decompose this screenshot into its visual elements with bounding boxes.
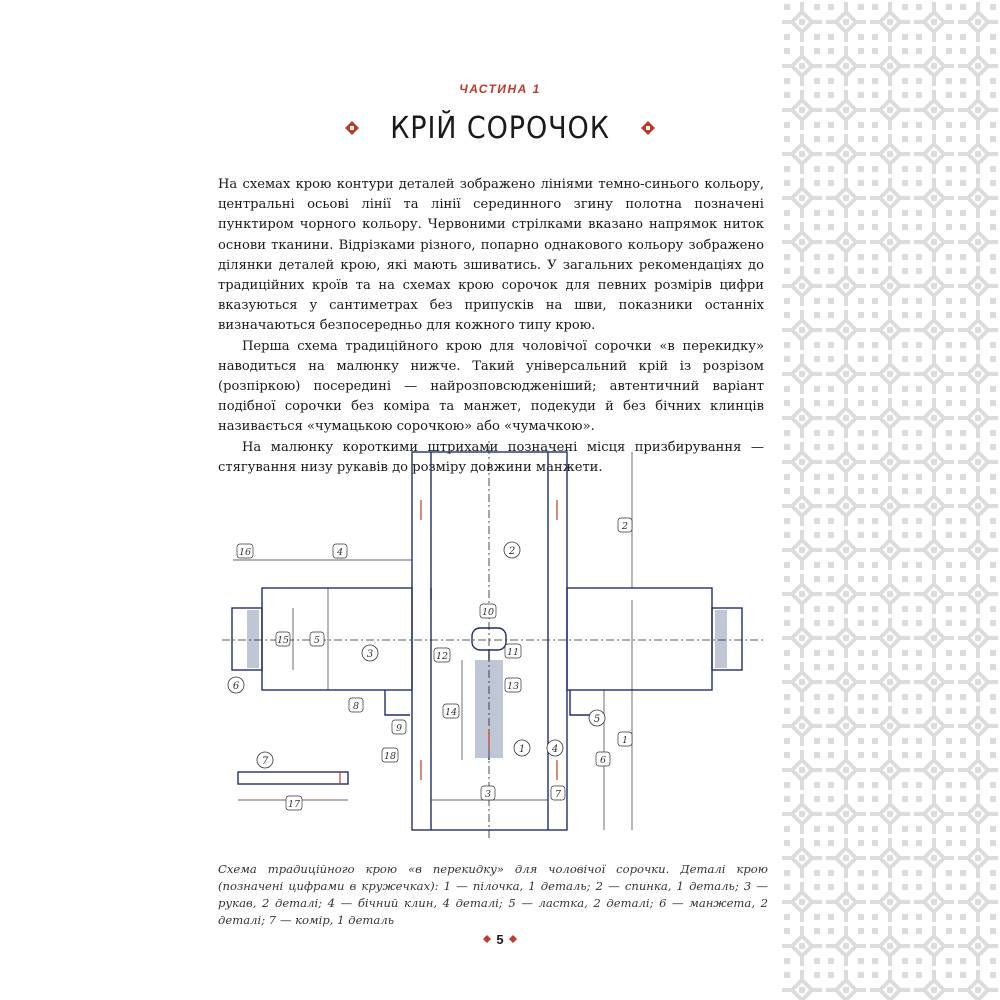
collar-outline	[238, 772, 348, 784]
page-number-row	[460, 930, 540, 948]
dim-label-2: 2	[621, 521, 629, 532]
chapter-label: ЧАСТИНА 1	[459, 82, 541, 96]
dim-label-14: 14	[444, 707, 458, 718]
diamond-ornament-icon	[640, 120, 656, 136]
paragraph: На малюнку короткими штрихами позначені місця призбирування — стягування низу рукавів до розміру довжини манжети.	[218, 439, 764, 475]
decorative-ornament-border	[780, 0, 1000, 1000]
dim-label-10: 10	[481, 607, 495, 618]
dim-label-3: 3	[484, 789, 492, 800]
diamond-ornament-icon	[344, 120, 360, 136]
page-number: 5	[496, 931, 504, 947]
part-label-1: 1	[518, 744, 526, 755]
dim-label-12: 12	[435, 651, 449, 662]
body-text	[218, 175, 764, 478]
dim-label-15: 15	[276, 635, 290, 646]
part-label-2: 2	[508, 546, 516, 557]
title-row	[330, 108, 670, 148]
page-title: КРІЙ СОРОЧОК	[390, 110, 610, 146]
body-panel-outline	[412, 452, 567, 830]
part-label-7: 7	[261, 756, 269, 767]
dim-label-16: 16	[238, 547, 252, 558]
dim-label-1: 1	[621, 735, 629, 746]
small-diamond-icon	[509, 935, 517, 943]
dim-label-7: 7	[554, 789, 562, 800]
figure-caption: Схема традиційного крою «в перекидку» для чоловічої сорочки. Деталі крою (позначені цифрами в кружечках): 1 — пілочка, 1 деталь; 2 — спинка, 1 деталь; 3 — рукав, 2 деталі; 4 — бічний клин, 4 деталі; 5 — ластка, 2 деталі; 6 — манжета, 2 деталі; 7 — комір, 1 деталь	[218, 862, 768, 927]
dim-label-4: 4	[336, 547, 344, 558]
shirt-cutting-diagram	[215, 440, 775, 840]
dim-label-9: 9	[395, 723, 403, 734]
part-label-4: 4	[551, 744, 559, 755]
dim-label-8: 8	[352, 701, 360, 712]
dim-label-17: 17	[287, 799, 301, 810]
dim-label-11: 11	[506, 647, 520, 658]
paragraph: На схемах крою контури деталей зображено лініями темно-синього кольору, центральні осьові лінії та лінії серединного згину полотна позначені пунктиром чорного кольору. Червоними стрілками вказано напрямок ниток основи тканини. Відрізками різного, попарно однакового кольору зображено ділянки деталей крою, які мають зшиватись. У загальних рекомендаціях до традиційних кроїв та на схемах крою сорочок для певних розмірів цифри вказуються у сантиметрах без припусків на шви, показники останніх визначаються безпосередньо для кожного типу крою.	[218, 177, 764, 334]
part-label-6: 6	[232, 681, 240, 692]
right-sleeve-outline	[567, 588, 712, 690]
dim-label-13: 13	[506, 681, 520, 692]
dim-label-6: 6	[599, 755, 607, 766]
part-label-3: 3	[366, 649, 374, 660]
dim-label-18: 18	[383, 751, 397, 762]
small-diamond-icon	[483, 935, 491, 943]
dim-label-5: 5	[313, 635, 321, 646]
part-label-5: 5	[593, 714, 601, 725]
paragraph: Перша схема традиційного крою для чоловічої сорочки «в перекидку» наводиться на малюнку нижче. Такий універсальний крій із розрізом (розпіркою) посередині — найрозповсюдженіший; автентичний варіант подібної сорочки без коміра та манжет, подекуди й без бічних клинців називається «чумацькою сорочкою» або «чумачкою».	[218, 338, 764, 435]
